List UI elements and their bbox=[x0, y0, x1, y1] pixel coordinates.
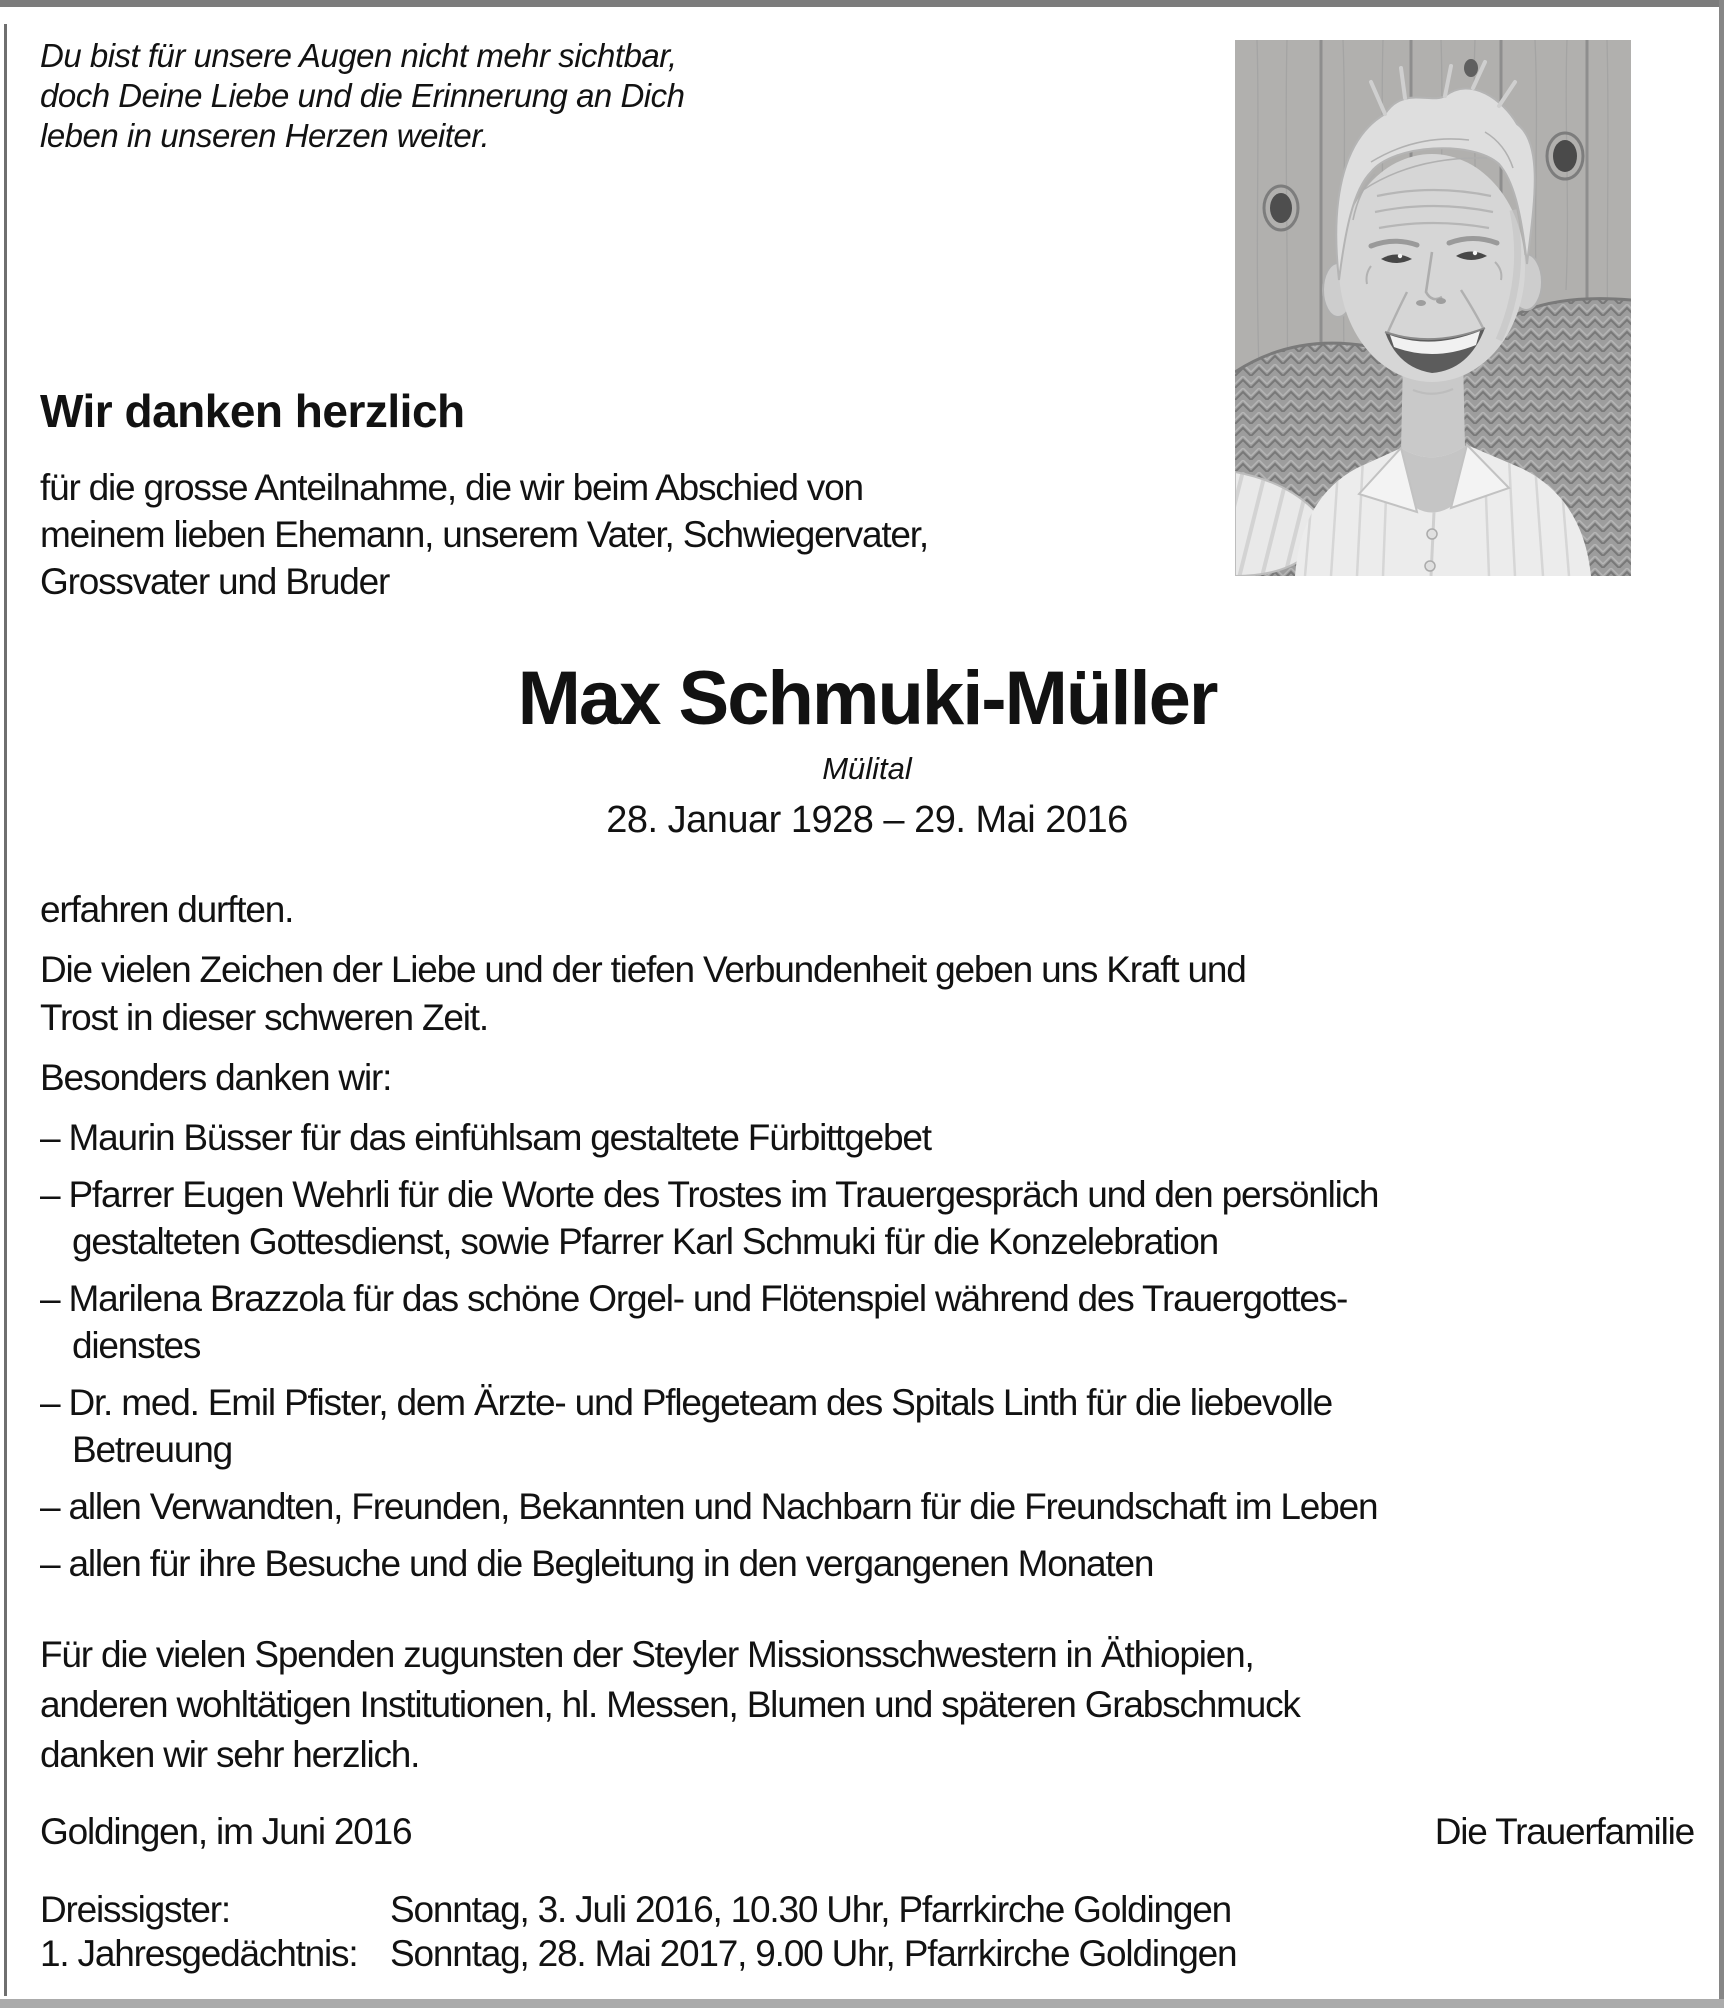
memorial-services bbox=[40, 1888, 1694, 1976]
page-border-bottom bbox=[0, 1999, 1724, 2008]
page-border-left bbox=[4, 24, 7, 1996]
page-border-right bbox=[1719, 0, 1724, 2008]
page-border-top bbox=[0, 0, 1724, 7]
obituary-content bbox=[40, 36, 1694, 1976]
thanks-list-item: – allen für ihre Besuche und die Begleitung in den vergangenen Monaten bbox=[40, 1543, 1154, 1584]
service-label: 1. Jahresgedächtnis: bbox=[40, 1933, 358, 1974]
closing-line bbox=[40, 1810, 1694, 1854]
deceased-place: Mülital bbox=[822, 751, 912, 786]
thanks-list-item: – Pfarrer Eugen Wehrli für die Worte des Trostes im Trauergespräch und den persönlich gestalteten Gottesdienst, sowie Pfarrer Karl Schmuki für die Konzelebration bbox=[40, 1174, 1379, 1262]
thanks-list-item: – allen Verwandten, Freunden, Bekannten und Nachbarn für die Freundschaft im Leben bbox=[40, 1486, 1378, 1527]
closing-signature: Die Trauerfamilie bbox=[1434, 1811, 1694, 1852]
thanks-list-item: – Dr. med. Emil Pfister, dem Ärzte- und Pflegeteam des Spitals Linth für die liebevolle Betreuung bbox=[40, 1382, 1332, 1470]
memorial-quote: Du bist für unsere Augen nicht mehr sichtbar, doch Deine Liebe und die Erinnerung an Dich leben in unseren Herzen weiter. bbox=[40, 37, 685, 154]
thanks-list bbox=[40, 1114, 1694, 1587]
intro-paragraph: für die grosse Anteilnahme, die wir beim Abschied von meinem lieben Ehemann, unserem Vater, Schwiegervater, Grossvater und Bruder bbox=[40, 467, 928, 602]
thanks-list-item: – Marilena Brazzola für das schöne Orgel- und Flötenspiel während des Trauergottes- dienstes bbox=[40, 1278, 1348, 1366]
paragraph-experienced: erfahren durften. bbox=[40, 889, 294, 930]
closing-place-date: Goldingen, im Juni 2016 bbox=[40, 1811, 412, 1852]
service-details: Sonntag, 3. Juli 2016, 10.30 Uhr, Pfarrkirche Goldingen bbox=[390, 1889, 1232, 1930]
donations-paragraph: Für die vielen Spenden zugunsten der Steyler Missionsschwestern in Äthiopien, anderen wohltätigen Institutionen, hl. Messen, Blumen und späteren Grabschmuck danken wir sehr herzlich. bbox=[40, 1634, 1300, 1775]
paragraph-signs-of-love: Die vielen Zeichen der Liebe und der tiefen Verbundenheit geben uns Kraft und Trost in dieser schweren Zeit. bbox=[40, 949, 1246, 1038]
special-thanks-intro: Besonders danken wir: bbox=[40, 1057, 392, 1098]
service-row bbox=[40, 1888, 1694, 1932]
service-label: Dreissigster: bbox=[40, 1889, 230, 1930]
service-details: Sonntag, 28. Mai 2017, 9.00 Uhr, Pfarrkirche Goldingen bbox=[390, 1933, 1237, 1974]
life-dates: 28. Januar 1928 – 29. Mai 2016 bbox=[606, 799, 1128, 841]
deceased-name: Max Schmuki-Müller bbox=[517, 656, 1217, 741]
thanks-list-item: – Maurin Büsser für das einfühlsam gestaltete Fürbittgebet bbox=[40, 1117, 931, 1158]
service-row bbox=[40, 1932, 1694, 1976]
thanks-heading: Wir danken herzlich bbox=[40, 385, 465, 437]
